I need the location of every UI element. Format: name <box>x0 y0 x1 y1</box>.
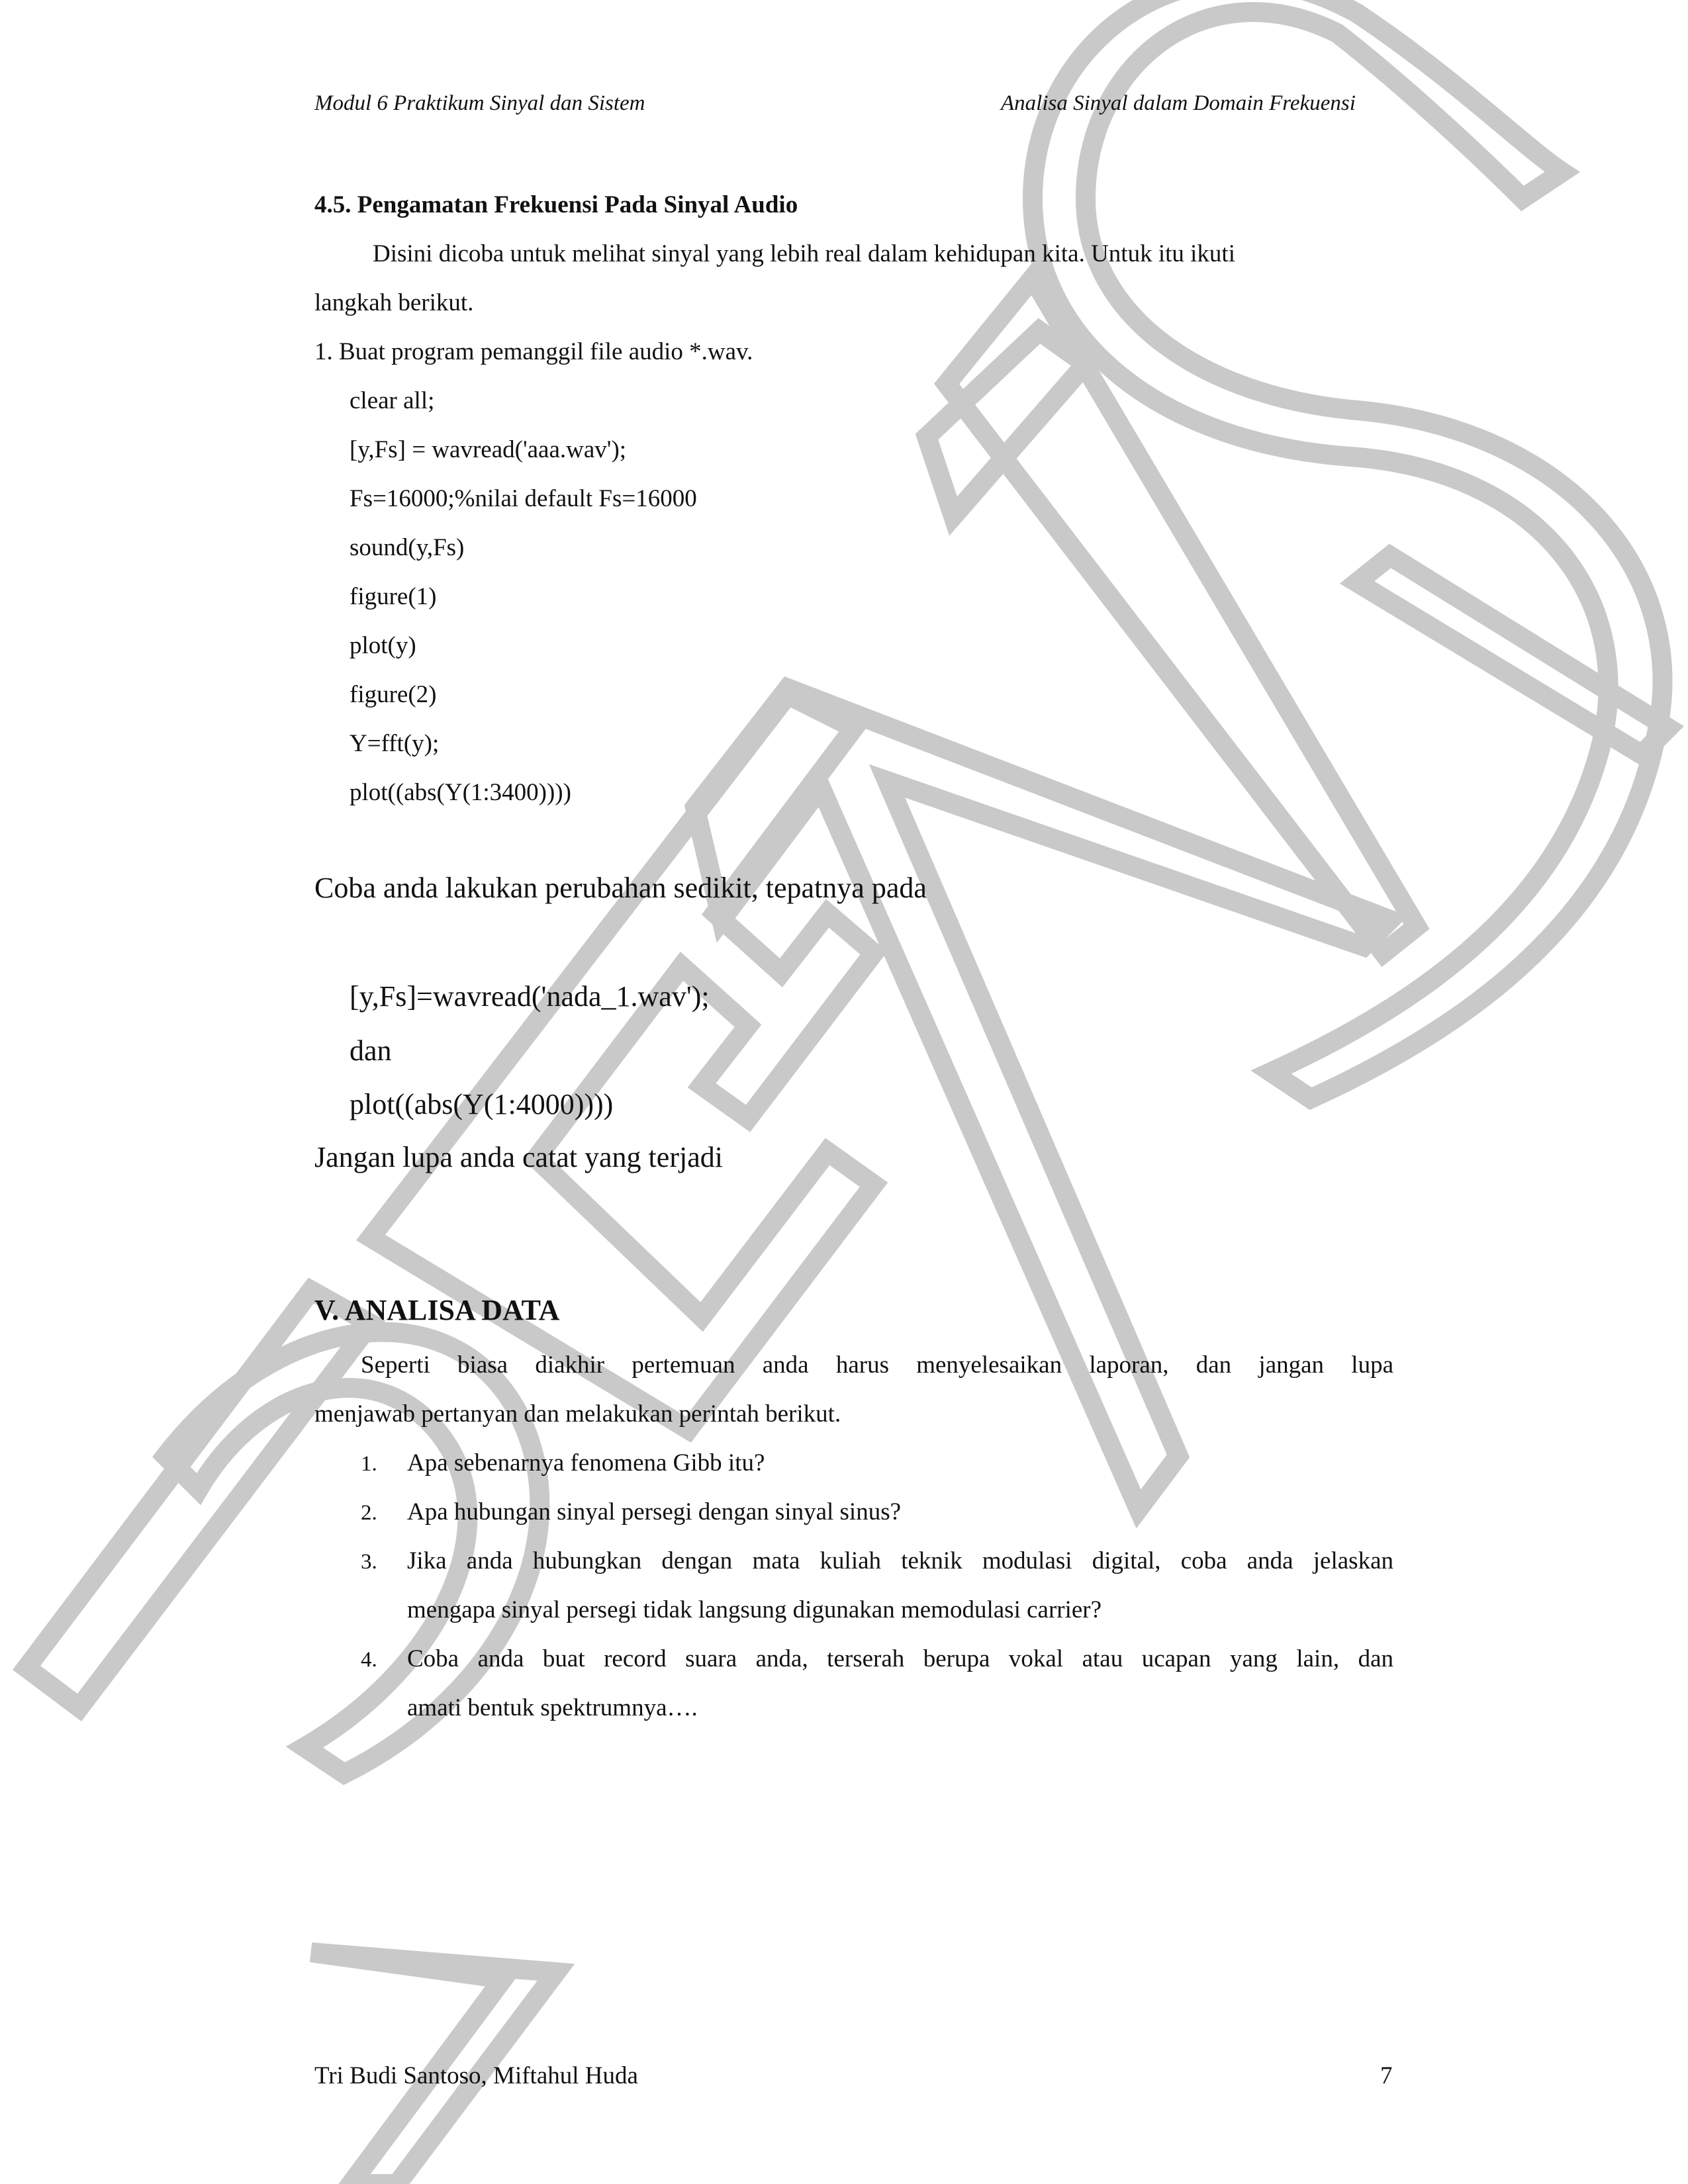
section-intro-line2: langkah berikut. <box>314 289 474 316</box>
running-head-right: Analisa Sinyal dalam Domain Frekuensi <box>1001 91 1356 115</box>
list-item <box>361 1488 901 1537</box>
code-line: [y,Fs] = wavread('aaa.wav'); <box>350 436 627 463</box>
list-item-text: Apa hubungan sinyal persegi dengan sinyal sinus? <box>407 1498 902 1525</box>
analysis-intro-line1: Seperti biasa diakhir pertemuan anda harus menyelesaikan laporan, dan jangan lupa <box>361 1351 1393 1379</box>
section-intro-line1: Disini dicoba untuk melihat sinyal yang lebih real dalam kehidupan kita. Untuk itu ikuti <box>373 240 1235 267</box>
list-item-number: 1. <box>361 1452 377 1476</box>
footer-authors: Tri Budi Santoso, Miftahul Huda <box>314 2062 638 2089</box>
code-line: Y=fft(y); <box>350 730 440 757</box>
section-title: 4.5. Pengamatan Frekuensi Pada Sinyal Audio <box>314 191 798 218</box>
analysis-intro-line2: menjawab pertanyan dan melakukan perintah berikut. <box>314 1400 841 1428</box>
code-line: plot((abs(Y(1:3400)))) <box>350 779 571 806</box>
code-line: plot(y) <box>350 632 416 659</box>
list-item-text: amati bentuk spektrumnya…. <box>407 1694 698 1721</box>
code-line: Fs=16000;%nilai default Fs=16000 <box>350 485 697 512</box>
list-item-text: Coba anda buat record suara anda, terserah berupa vokal atau ucapan yang lain, dan <box>407 1645 1393 1672</box>
code-line: figure(1) <box>350 583 437 610</box>
code-line: clear all; <box>350 387 435 414</box>
list-item-text: Jika anda hubungkan dengan mata kuliah teknik modulasi digital, coba anda jelaskan <box>407 1547 1393 1574</box>
change-line: [y,Fs]=wavread('nada_1.wav'); <box>350 980 710 1013</box>
change-intro: Coba anda lakukan perubahan sedikit, tepatnya pada <box>314 872 927 904</box>
page-number: 7 <box>1380 2062 1393 2089</box>
list-item-text: Apa sebenarnya fenomena Gibb itu? <box>407 1449 765 1477</box>
code-line: figure(2) <box>350 681 437 708</box>
list-item-text: mengapa sinyal persegi tidak langsung digunakan memodulasi carrier? <box>407 1596 1102 1623</box>
change-line: plot((abs(Y(1:4000)))) <box>350 1088 614 1120</box>
list-item <box>361 1537 407 1586</box>
list-item-number: 2. <box>361 1501 377 1525</box>
step-1: 1. Buat program pemanggil file audio *.wav. <box>314 338 753 365</box>
code-line: sound(y,Fs) <box>350 534 465 561</box>
running-head-left: Modul 6 Praktikum Sinyal dan Sistem <box>314 91 645 115</box>
list-item-number: 3. <box>361 1550 377 1574</box>
analysis-title: V. ANALISA DATA <box>314 1294 560 1326</box>
reminder: Jangan lupa anda catat yang terjadi <box>314 1141 723 1173</box>
list-item <box>361 1439 765 1488</box>
list-item-number: 4. <box>361 1648 377 1672</box>
list-item <box>361 1635 407 1684</box>
change-line: dan <box>350 1034 392 1067</box>
